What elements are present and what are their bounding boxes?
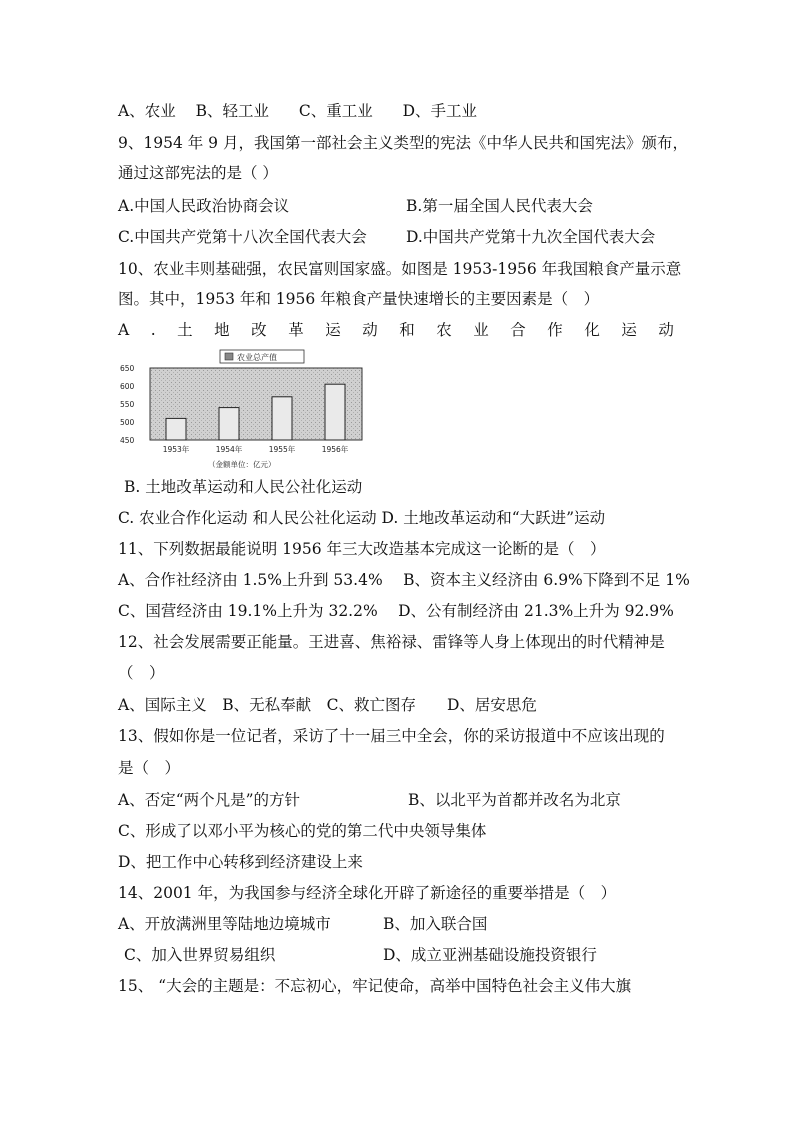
q12-options: A、国际主义 B、无私奉献 C、救亡图存 D、居安思危 [118, 696, 537, 714]
q9-option-d: D.中国共产党第十九次全国代表大会 [406, 228, 656, 246]
x-tick-label: 1955年 [268, 445, 296, 454]
q15-stem-line1: 15、 “大会的主题是：不忘初心，牢记使命，高举中国特色社会主义伟大旗 [118, 977, 632, 995]
q13-stem-line1: 13、假如你是一位记者，采访了十一届三中全会，你的采访报道中不应该出现的 [118, 727, 665, 745]
q13-option-d: D、把工作中心转移到经济建设上来 [118, 853, 363, 871]
bar-1954 [219, 408, 239, 440]
q10-stem-line2: 图。其中，1953 年和 1956 年粮食产量快速增长的主要因素是（ ） [118, 290, 600, 308]
q9-option-a: A.中国人民政治协商会议 [118, 197, 290, 215]
q10-stem-line1: 10、农业丰则基础强，农民富则国家盛。如图是 1953-1956 年我国粮食产量示意 [118, 260, 682, 278]
q14-option-a: A、开放满洲里等陆地边境城市 [118, 915, 331, 933]
q13-option-b: B、以北平为首都并改名为北京 [408, 791, 621, 809]
grain-output-chart [118, 348, 368, 473]
bar-1953 [166, 418, 186, 440]
chart-svg [118, 348, 368, 473]
q14-option-c: C、加入世界贸易组织 [124, 946, 276, 964]
q9-stem-line2: 通过这部宪法的是（ ） [118, 164, 278, 182]
q10-a-char: 动 [658, 321, 674, 339]
q8-option-a: A、农业 [118, 102, 176, 120]
q13-option-c: C、形成了以邓小平为核心的党的第二代中央领导集体 [118, 822, 487, 840]
q8-option-d: D、手工业 [402, 102, 478, 120]
y-tick-label: 450 [120, 436, 135, 445]
q11-options-cd: C、国营经济由 19.1%上升为 32.2% D、公有制经济由 21.3%上升为 92.9% [118, 602, 674, 620]
bar-1955 [272, 397, 292, 440]
x-tick-label: 1954年 [215, 445, 243, 454]
bar-1956 [325, 384, 345, 440]
q14-option-d: D、成立亚洲基础设施投资银行 [383, 946, 597, 964]
q10-a-char: 改 [251, 321, 267, 339]
q11-options-ab: A、合作社经济由 1.5%上升到 53.4% B、资本主义经济由 6.9%下降到不足 1% [118, 571, 690, 589]
q8-options [118, 101, 477, 121]
chart-unit-caption: （金额单位：亿元） [208, 460, 276, 469]
q10-a-char: 运 [621, 321, 637, 339]
q10-a-char: 农 [436, 321, 452, 339]
x-tick-label: 1953年 [162, 445, 190, 454]
q9-option-c: C.中国共产党第十八次全国代表大会 [118, 228, 367, 246]
q8-option-c: C、重工业 [298, 102, 373, 120]
legend-swatch [225, 353, 233, 360]
q10-a-char: 地 [214, 321, 230, 339]
q10-a-char: 动 [362, 321, 378, 339]
q12-stem-line2: （ ） [118, 664, 165, 682]
q10-a-char: 业 [473, 321, 489, 339]
q14-stem: 14、2001 年，为我国参与经济全球化开辟了新途径的重要举措是（ ） [118, 884, 617, 902]
q9-option-b: B.第一届全国人民代表大会 [406, 197, 593, 215]
q10-a-char: 作 [547, 321, 563, 339]
q9-stem-line1: 9、1954 年 9 月，我国第一部社会主义类型的宪法《中华人民共和国宪法》颁布， [118, 134, 688, 152]
q10-option-b: B. 土地改革运动和人民公社化运动 [124, 478, 363, 496]
x-tick-label: 1956年 [321, 445, 349, 454]
q10-a-char: 土 [177, 321, 193, 339]
q12-stem-line1: 12、社会发展需要正能量。王进喜、焦裕禄、雷锋等人身上体现出的时代精神是 [118, 633, 665, 651]
q10-a-char: 运 [325, 321, 341, 339]
q10-a-char: 革 [288, 321, 304, 339]
q10-a-char: 和 [399, 321, 415, 339]
y-tick-label: 600 [120, 382, 135, 391]
y-tick-label: 650 [120, 364, 135, 373]
q10-a-char: 化 [584, 321, 600, 339]
legend-label: 农业总产值 [237, 353, 277, 362]
q10-option-a [118, 320, 674, 340]
q8-option-b: B、轻工业 [195, 102, 269, 120]
q10-a-char: . [150, 321, 156, 339]
q14-option-b: B、加入联合国 [383, 915, 488, 933]
q13-option-a: A、否定“两个凡是”的方针 [118, 791, 301, 809]
q10-a-char: A [118, 321, 130, 339]
y-tick-label: 500 [120, 418, 135, 427]
q13-stem-line2: 是（ ） [118, 759, 181, 777]
q11-stem: 11、下列数据最能说明 1956 年三大改造基本完成这一论断的是（ ） [118, 540, 606, 558]
q10-a-char: 合 [510, 321, 526, 339]
q10-option-cd: C. 农业合作化运动 和人民公社化运动 D. 土地改革运动和“大跃进”运动 [118, 509, 606, 527]
y-tick-label: 550 [120, 400, 135, 409]
